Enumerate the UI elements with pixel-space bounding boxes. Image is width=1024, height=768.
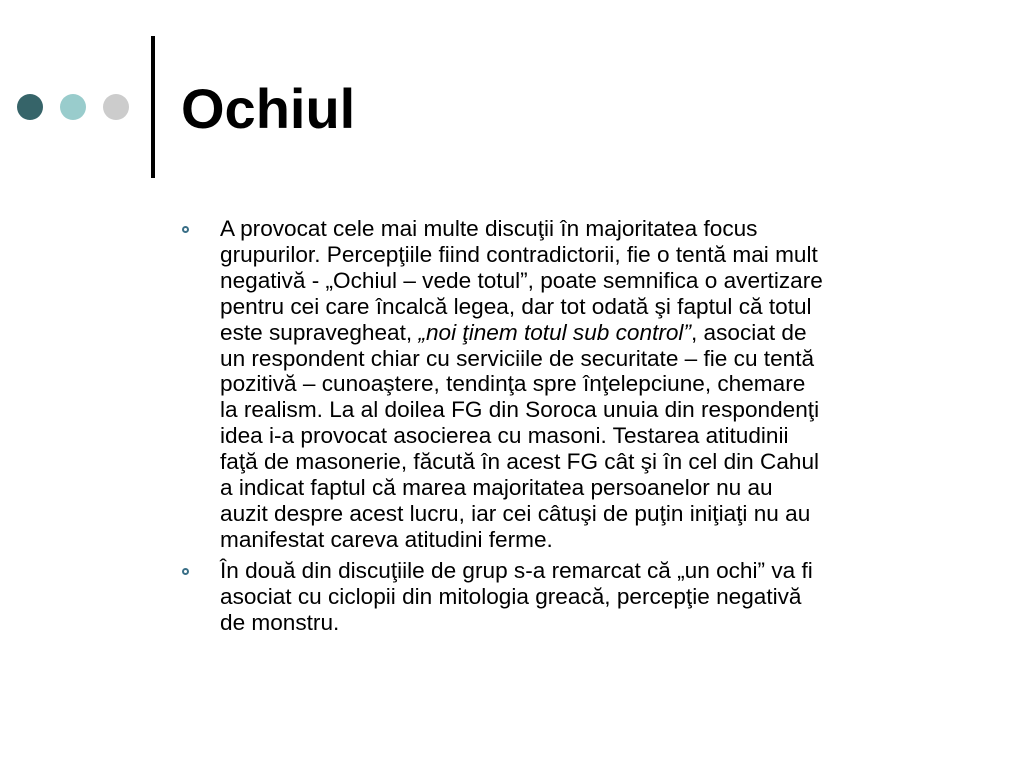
paragraph-line: grupurilor. Percepţiile fiind contradictorii, fie o tentă mai mult (220, 241, 818, 267)
paragraph-line: idea i-a provocat asocierea cu masoni. Testarea atitudinii (220, 423, 789, 449)
line-text: , asociat de (690, 319, 807, 345)
paragraph-line: manifestat careva atitudini ferme. (220, 526, 553, 552)
decorative-dot-light (103, 94, 129, 120)
paragraph-line: A provocat cele mai multe discuţii în majoritatea focus (220, 216, 758, 241)
paragraph-line: pentru cei care încalcă legea, dar tot odată şi faptul că totul (220, 293, 812, 319)
decorative-dot-mid (60, 94, 86, 120)
line-text: este supravegheat, (220, 319, 419, 345)
slide-body (181, 216, 951, 641)
slide-title: Ochiul (181, 77, 356, 140)
paragraph-line: un respondent chiar cu serviciile de securitate – fie cu tentă (220, 345, 815, 371)
paragraph-line: În două din discuţiile de grup s-a remarcat că „un ochi” va fi (220, 557, 813, 583)
paragraph-line: la realism. La al doilea FG din Soroca unuia din respondenţi (220, 397, 820, 423)
paragraph-line: a indicat faptul că marea majoritatea persoanelor nu au (220, 475, 773, 501)
paragraph-line: negativă - „Ochiul – vede totul”, poate semnifica o avertizare (220, 267, 823, 293)
paragraph-line (220, 320, 951, 346)
paragraph-line: pozitivă – cunoaştere, tendinţa spre înţelepciune, chemare (220, 371, 806, 397)
paragraph-line: faţă de masonerie, făcută în acest FG cât şi în cel din Cahul (220, 449, 820, 475)
paragraph-line: auzit despre acest lucru, iar cei câtuşi de puţin iniţiaţi nu au (220, 500, 811, 526)
italic-quote: „noi ţinem totul sub control” (418, 319, 691, 345)
bullet-item (181, 558, 951, 636)
decorative-dot-dark (17, 94, 43, 120)
bullet-ring-icon (182, 226, 189, 233)
bullet-item (181, 216, 951, 553)
paragraph-line: asociat cu ciclopii din mitologia greacă, percepţie negativă (220, 583, 802, 609)
title-divider-line (151, 36, 155, 178)
bullet-ring-icon (182, 568, 189, 575)
paragraph-line: de monstru. (220, 609, 340, 635)
